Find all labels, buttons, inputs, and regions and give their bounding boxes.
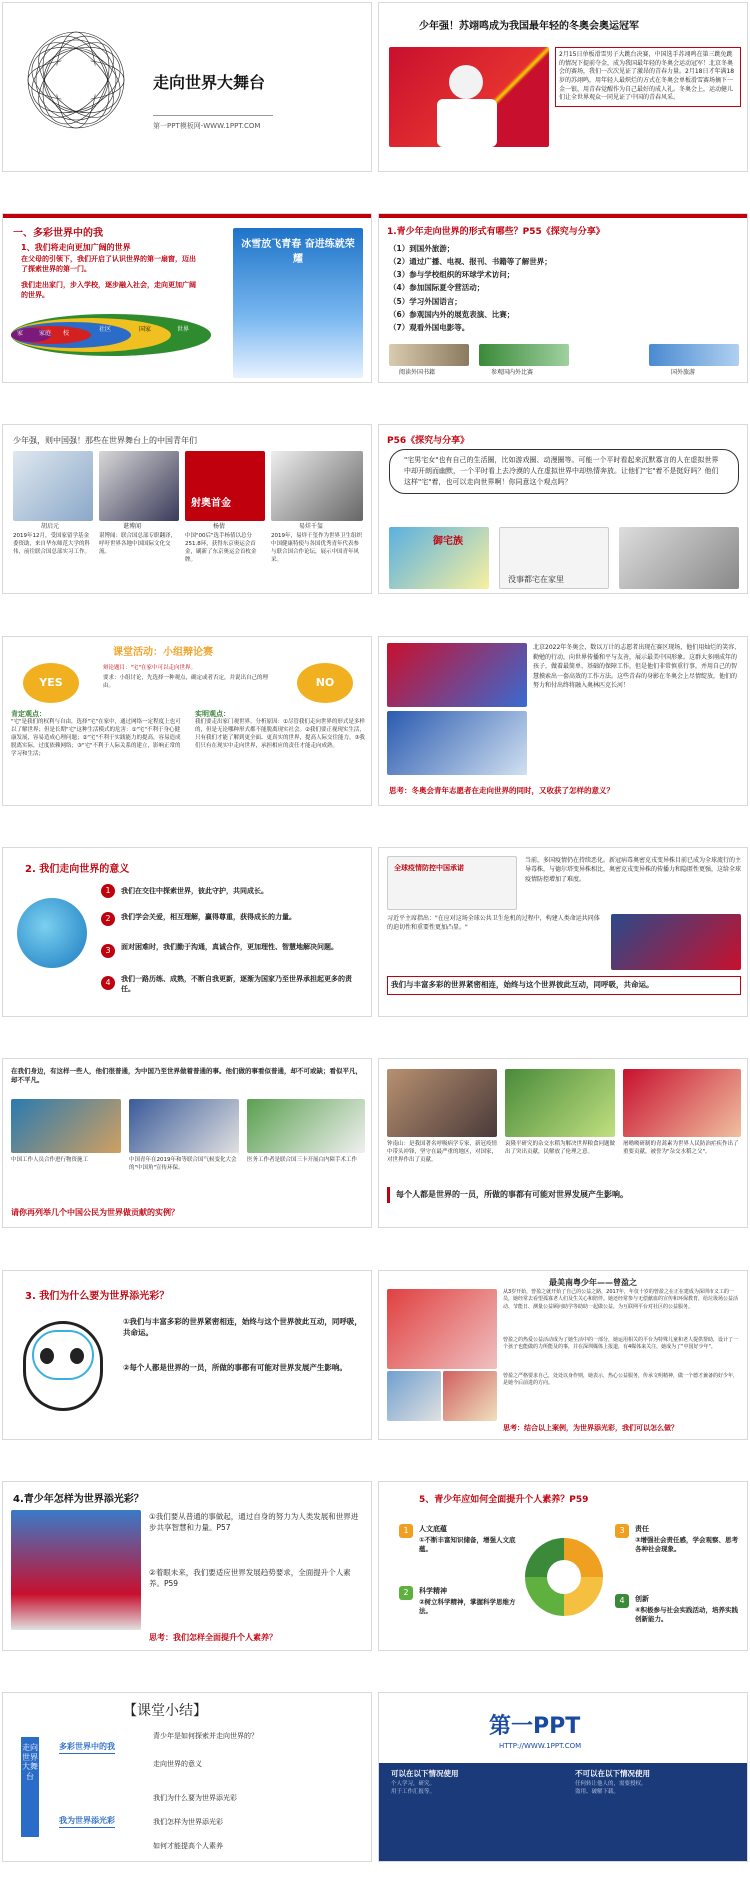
story-text: 2月15日单板滑雪男子大跳台决赛，中国选手苏翊鸣在第三跳免跳的情况下提前夺金，成为我国最年轻的冬奥会运动冠军！北京冬奥会的赛场，我们一次次见证了激昂的青春力量。2月18日才年满18岁的苏翊鸣，用年轻人最炽烂的方式在冬奥会单板滑雪赛场摘下一金一银，用青春觉醒作为自己最好的成人礼。冬奥会上，运动健儿们让全世界观众一同见证了中国的青春风采。 — [555, 47, 741, 107]
forbidden-item: 盗用、破解下载。 — [575, 1789, 620, 1795]
poster-image — [233, 228, 363, 378]
mascot-icon — [23, 1321, 103, 1411]
slide-debate[interactable] — [2, 636, 372, 806]
pro-text: "宅"是我们的权利与自由，选择"宅"在家中，通过网络一定程度上也可以了解世界；但是长期"宅"这种生活模式的危害：①"宅"不利于身心健康发展，容易造成心理问题；②"宅"不利于实践能力的提高，容易造成脱离实际，过度依赖网络；③"宅"不利于人际关系的建立，影响正常的学习和生活； — [11, 719, 181, 757]
slide-young-chinese[interactable] — [2, 424, 372, 594]
leaf-item: 青少年是如何探索并走向世界的？ — [153, 1732, 258, 1740]
slide-copyright[interactable] — [378, 1692, 748, 1862]
slide-literacy[interactable] — [378, 1481, 748, 1651]
volunteer-text: 北京2022年冬奥会，数以万计的志愿者出现在赛区现场，他们用灿烂的笑容、勤勉的行动，向世界传播和平与友善，展示最美中国形象。这群大多刚成年的孩子，做着最简单、基础的保障工作，但是他们非常慎重行事，并用自己的智慧摸索出一套高效的工作方法。这些青春的身影在冬奥会上尽情绽放，他们的努力和付出终将融入奥林匹克长河！ — [533, 644, 741, 690]
method-2: ②着眼未来，我们要适应世界发展趋势要求，全面提升个人素养。P59 — [149, 1568, 351, 1588]
literacy-body: ④积极参与社会实践活动，培养实践创新能力。 — [635, 1606, 739, 1624]
list-item: （2）通过广播、电视、报刊、书籍等了解世界； — [389, 257, 552, 267]
yes-badge: YES — [23, 663, 79, 703]
ring-label-world: 世界 — [177, 326, 190, 333]
slide-title: 最美南粤少年——曾盈之 — [549, 1278, 637, 1287]
desc-text: 2019年，易烊千玺作为世界卫生组织中国健康特使与各国优秀青年代表参与联合国合作论坛，展示中国青年风采。 — [271, 533, 362, 563]
news-image — [387, 856, 517, 910]
slide-ordinary-people[interactable] — [2, 1058, 372, 1228]
forms-list — [389, 242, 552, 334]
con-text: 我们要走出家门观世界。分析原因：①尽管我们走向世界的形式是多样的，但是无论哪种形式都不能脱离现实社会。②我们要正视现实生活，只有我们才能了解到更全面、更真实的世界，提高人际交往能力。③我们只有在现实中走向世界，承担相应的责任才能走向成熟。 — [195, 719, 365, 749]
slide-volunteers[interactable] — [378, 636, 748, 806]
literacy-body: ③增强社会责任感，学会观察、思考各种社会现象。 — [635, 1536, 739, 1554]
slide-cover[interactable] — [2, 2, 372, 172]
summary-box: 我们与丰富多彩的世界紧密相连，始终与这个世界彼此互动，同呼吸，共命运。 — [387, 976, 741, 995]
pandemic-text: 当前，多国疫情仍在持续恶化。新冠病毒奥密克戎变异株目前已成为全球流行的主导毒株，与德尔塔变异株相比，奥密克戎变异株的传播力和隐匿性更强，这给全球疫情防控增加了难度。 — [525, 857, 742, 883]
number-badge: 3 — [101, 944, 115, 958]
story-para-2: 曾盈之的热爱公益活动成为了她生活中的一部分，她运用相关的平台为特殊儿童和老人提供帮助，设计了一个孩子也能做的力所能及的事，并在深圳媒体上报道，有4媒体来关注，她成为了"中国好少年"。 — [503, 1337, 739, 1351]
literacy-heading: 责任 — [635, 1525, 649, 1533]
badge-text: 射奥首金 — [191, 498, 231, 509]
number-badge: 1 — [101, 884, 115, 898]
leaf-item: 我们怎样为世界添光彩 — [153, 1818, 223, 1826]
slide-forms[interactable] — [378, 213, 748, 383]
slide-su-yiming[interactable] — [378, 2, 748, 172]
spiral-decoration-icon — [21, 25, 131, 135]
volunteer-photo-2 — [387, 711, 527, 775]
caption: 参观国内外比赛 — [491, 369, 534, 376]
volunteer-photo-1 — [387, 643, 527, 707]
photo-girl-3 — [443, 1371, 497, 1421]
slide-title: 2. 我们走向世界的意义 — [25, 864, 130, 875]
slide-title: P56《探究与分享》 — [387, 436, 470, 446]
books-photo — [389, 344, 469, 366]
literacy-heading: 人文底蕴 — [419, 1525, 447, 1533]
name-label: 谌博闻 — [123, 523, 142, 530]
slide-how-add-glory[interactable] — [2, 1481, 372, 1651]
photo-climate — [129, 1099, 239, 1153]
forbidden-heading: 不可以在以下情况使用 — [575, 1769, 650, 1778]
reason-1: ①我们与丰富多彩的世界紧密相连，始终与这个世界彼此互动，同呼吸，共命运。 — [123, 1317, 362, 1337]
cover-title: 走向世界大舞台 — [153, 73, 266, 92]
literacy-body: ①不断丰富知识储备，增强人文底蕴。 — [419, 1536, 516, 1554]
literacy-heading: 创新 — [635, 1595, 649, 1603]
slide-meaning[interactable] — [2, 847, 372, 1017]
caption: 袁隆平研究的杂交水稻为解决世界粮食问题做出了突出贡献，民解放了伦理之意。 — [505, 1141, 616, 1155]
slide-why-add-glory[interactable] — [2, 1270, 372, 1440]
allowed-item: 用于工作汇报等。 — [391, 1789, 436, 1795]
no-badge: NO — [297, 663, 353, 703]
photo-workers — [11, 1099, 121, 1153]
slide-otaku[interactable] — [378, 424, 748, 594]
athlete-photo — [389, 47, 549, 147]
slide-title: 1.青少年走向世界的形式有哪些？P55《探究与分享》 — [387, 227, 605, 237]
ring-label-community: 社区 — [99, 326, 112, 333]
comic-image — [499, 527, 609, 589]
slide-summary[interactable] — [2, 1692, 372, 1862]
leaf-item: 走向世界的意义 — [153, 1760, 202, 1768]
slide-title: 少年强，则中国强！那些在世界舞台上的中国青年们 — [13, 436, 197, 445]
meaning-item: 我们在交往中探索世界，彼此守护，共同成长。 — [121, 887, 268, 895]
think-question: 思考：冬奥会青年志愿者在走向世界的同时，又收获了怎样的意义？ — [389, 786, 614, 795]
list-item: （7）观看外国电影等。 — [389, 322, 470, 332]
literacy-wheel-icon — [525, 1538, 603, 1616]
portrait-4 — [271, 451, 363, 521]
meaning-item: 我们一路历练、成熟，不断自我更新，逐渐为国家乃至世界承担起更多的责任。 — [121, 975, 352, 994]
rule-text: 辩论题目："宅"在家中可以走向世界。 — [103, 665, 197, 671]
question-text: 请你再列举几个中国公民为世界做贡献的实例？ — [11, 1208, 179, 1217]
literacy-badge: 3 — [615, 1524, 629, 1538]
team-photo — [11, 1510, 141, 1630]
meaning-item: 我们学会关爱，相互理解，赢得尊重，获得成长的力量。 — [121, 913, 296, 921]
desc-text: 中国"00后"选手杨倩以总分251.8环，获得东京奥运会首金，刷新了东京奥运会首枚金牌。 — [185, 533, 257, 563]
name-label: 易烊千玺 — [299, 523, 324, 530]
desc-text: 2019年12月，受国家留学基金委资助，来自华东师范大学的科伟，前往联合国总部实习工作。 — [13, 533, 91, 555]
logo-url: HTTP://WWW.1PPT.COM — [499, 1742, 582, 1750]
photo-zhong — [387, 1069, 497, 1137]
slide-title: 4.青少年怎样为世界添光彩？ — [13, 1494, 144, 1505]
literacy-body: ②树立科学精神，掌握科学思维方法。 — [419, 1598, 516, 1616]
poster-text: 冰雪放飞青春 奋进练就荣耀 — [241, 239, 355, 265]
logo-text: 第一PPT — [489, 1714, 581, 1739]
rule-text-2: 要求：小组讨论，先选择一种观点，确定或者否定，并说出自己的理由。 — [103, 675, 269, 689]
slide-title: 少年强！苏翊鸣成为我国最年轻的冬奥会奥运冠军 — [419, 21, 639, 32]
slide-title: 【课堂小结】 — [123, 1703, 207, 1719]
list-item: （5）学习外国语言； — [389, 296, 462, 306]
name-label: 杨倩 — [213, 523, 226, 530]
story-para-3: 曾盈之严格要求自己，处处以身作则，她表示，热心公益服务，传承文明精神，做一个德才兼备的好少年，是她今后前进的方向。 — [503, 1373, 739, 1387]
slide-title: 3. 我们为什么要为世界添光彩？ — [25, 1291, 170, 1302]
branch-1: 多彩世界中的我 — [59, 1741, 115, 1754]
meaning-item: 面对困难时，我们勤于沟通，真诚合作，更加理性、智慧地解决问题。 — [121, 943, 338, 951]
caption: 阅读外国书籍 — [399, 369, 436, 376]
think-question: 思考：结合以上案例，为世界添光彩，我们可以怎么做？ — [503, 1424, 678, 1432]
list-item: （3）参与学校组织的环球学术访问； — [389, 270, 515, 280]
reason-2: ②每个人都是世界的一员，所做的事都有可能对世界发展产生影响。 — [123, 1363, 347, 1372]
story-para-1: 从3岁开始，曾盈之就开始了自己的公益之路，2017年，年仅十岁的曾盈之在正在建成为深圳市义工的一员，她经常去看望孤寡老人们及生关心和陪伴。她还经常参与无偿献血的宣传和环保教育，给垃圾场公益活动、节能日、测量公益顾问助学等助助一起做公益，为互联网平台对社区的公益服务。 — [503, 1289, 739, 1310]
slide-title: 5、青少年应如何全面提升个人素养？P59 — [419, 1495, 589, 1505]
photo-yuan — [505, 1069, 615, 1137]
slide-colorful-world[interactable] — [2, 213, 372, 383]
ring-label-home: 家 — [17, 330, 24, 337]
globe-icon — [17, 898, 87, 968]
desc-text: 谌博闻：联合国总部专职翻译，呼吁世界各地中国国际文化交流。 — [99, 533, 177, 555]
cartoon-image — [389, 527, 489, 589]
slide-title: 课堂活动：小组辩论赛 — [113, 647, 213, 658]
think-question: 思考：我们怎样全面提升个人素养？ — [149, 1633, 277, 1642]
travel-photo — [649, 344, 739, 366]
match-photo — [479, 344, 569, 366]
allowed-heading: 可以在以下情况使用 — [391, 1769, 459, 1778]
cover-subtitle: 第一PPT模板网-WWW.1PPT.COM — [153, 122, 261, 130]
leaf-item: 如何才能提高个人素养 — [153, 1842, 223, 1850]
number-badge: 2 — [101, 912, 115, 926]
comic-caption: 没事都宅在家里 — [508, 575, 564, 584]
photo-tu — [623, 1069, 741, 1137]
literacy-badge: 1 — [399, 1524, 413, 1538]
allowed-item: 个人学习，研究。 — [391, 1781, 436, 1787]
slide-zeng-yingzhi[interactable] — [378, 1270, 748, 1440]
method-1: ①我们要从普通的事做起，通过自身的努力为人类发展和世界进步共享智慧和力量。P57 — [149, 1512, 359, 1532]
caption: 钟南山：是我国著名呼吸病学专家，新冠疫情中带头冲锋，坚守在最严重的地区，对国家，对世界作出了贡献。 — [387, 1141, 498, 1163]
literacy-badge: 2 — [399, 1586, 413, 1600]
con-heading: 实明观点： — [195, 710, 230, 718]
slide-heroes[interactable] — [378, 1058, 748, 1228]
caption: 国外旅游 — [671, 369, 696, 376]
slide-title: 一、多彩世界中的我 — [13, 228, 103, 239]
list-item: （6）参观国内外的展览表演、比赛； — [389, 309, 515, 319]
subtitle: 1、我们将走向更加广阔的世界 — [21, 243, 131, 252]
root-node: 走向世界大舞台 — [21, 1737, 39, 1837]
number-badge: 4 — [101, 976, 115, 990]
discussion-text: "宅男宅女"也有自己的生活圈，比如游戏圈、动漫圈等。可能一个平时看起来沉默寡言的人在虚拟世界中却开朗而幽默，一个平时看上去冷漠的人在虚拟世界中却热情奔放。让他们"宅"着不是挺好吗？他们这样"宅"着，也可以走向世界啊！你同意这个观点吗？ — [389, 449, 739, 494]
branch-2: 我为世界添光彩 — [59, 1815, 115, 1828]
photo-girl-1 — [387, 1289, 497, 1369]
portrait-3 — [185, 451, 265, 521]
crowd-image — [619, 527, 739, 589]
caption: 中国工作人员合作进行物资施工 — [11, 1157, 89, 1163]
list-item: （4）参加国际夏令营活动； — [389, 283, 485, 293]
cartoon-text: 御宅族 — [433, 536, 463, 547]
list-item: （1）到国外旅游； — [389, 244, 455, 253]
ring-label-nation: 国家 — [139, 326, 152, 333]
photo-medical — [247, 1099, 365, 1153]
caption: 医务工作者是联合国三卡开展白内障手术工作 — [247, 1157, 358, 1163]
speaker-photo — [611, 914, 741, 970]
caption: 中国青年在2019年和等联合国气候变化大会的"中国角"宣传环保。 — [129, 1157, 237, 1171]
xi-quote: 习近平主席指出："在应对这场全球公共卫生危机的过程中，构建人类命运共同体的迫切性和重要性更加凸显。" — [387, 915, 600, 932]
portrait-2 — [99, 451, 179, 521]
summary-text: 每个人都是世界的一员，所做的事都有可能对世界发展产生影响。 — [387, 1187, 741, 1203]
ring-label-school: 校 — [63, 330, 70, 337]
intro-text: 在我们身边，有这样一些人，他们很普通，为中国乃至世界做着普通的事。他们做的事看似普通，却不可或缺；看似平凡，却不平凡。 — [11, 1067, 362, 1085]
ring-label-family: 家庭 — [39, 330, 52, 337]
slide-pandemic[interactable] — [378, 847, 748, 1017]
caption: 屠呦呦研制的青蒿素为世界人民防治疟疾作出了重要贡献，被誉为"杂交水稻之父"。 — [623, 1141, 739, 1155]
literacy-heading: 科学精神 — [419, 1587, 447, 1595]
forbidden-item: 任何转让他人的，需要授权。 — [575, 1781, 647, 1787]
literacy-badge: 4 — [615, 1594, 629, 1608]
news-headline: 全球疫情防控中国承诺 — [394, 864, 464, 872]
body-text: 在父母的引领下，我们开启了认识世界的第一扇窗，迈出了探索世界的第一门。 — [21, 255, 196, 274]
pro-heading: 肯定观点： — [11, 710, 46, 718]
portrait-1 — [13, 451, 93, 521]
photo-girl-2 — [387, 1371, 441, 1421]
body-text-2: 我们走出家门，步入学校，逐步融入社会，走向更加广阔的世界。 — [21, 281, 196, 300]
name-label: 胡启元 — [41, 523, 60, 530]
leaf-item: 我们为什么要为世界添光彩 — [153, 1794, 237, 1802]
